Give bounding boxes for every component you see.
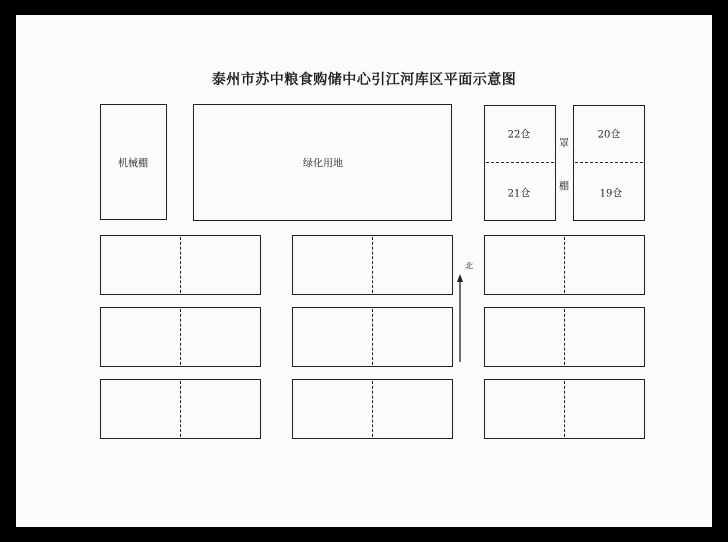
warehouse-block-divider — [180, 237, 181, 293]
green-land-label: 绿化用地 — [303, 158, 343, 170]
warehouse-22-21-box — [484, 105, 556, 221]
north-label: 北 — [465, 261, 473, 271]
warehouse-21-label: 21仓 — [507, 188, 531, 200]
warehouse-block-divider — [564, 237, 565, 293]
warehouse-block-divider — [564, 309, 565, 365]
warehouse-20-19-box — [573, 105, 645, 221]
canopy-label-char-1: 罩 — [559, 138, 569, 150]
warehouse-20-19-divider — [575, 162, 643, 163]
warehouse-block-divider — [372, 309, 373, 365]
warehouse-block-divider — [372, 381, 373, 437]
warehouse-block-divider — [180, 309, 181, 365]
warehouse-block-divider — [180, 381, 181, 437]
warehouse-22-label: 22仓 — [507, 129, 531, 141]
warehouse-22-21-divider — [486, 162, 554, 163]
north-arrow-icon — [452, 272, 468, 364]
warehouse-block-divider — [564, 381, 565, 437]
warehouse-block-divider — [372, 237, 373, 293]
canopy-label-char-2: 棚 — [559, 181, 569, 193]
warehouse-20-label: 20仓 — [597, 129, 621, 141]
machine-shed-label: 机械棚 — [118, 158, 148, 170]
map-title: 泰州市苏中粮食购储中心引江河库区平面示意图 — [211, 72, 517, 88]
warehouse-19-label: 19仓 — [599, 188, 623, 200]
